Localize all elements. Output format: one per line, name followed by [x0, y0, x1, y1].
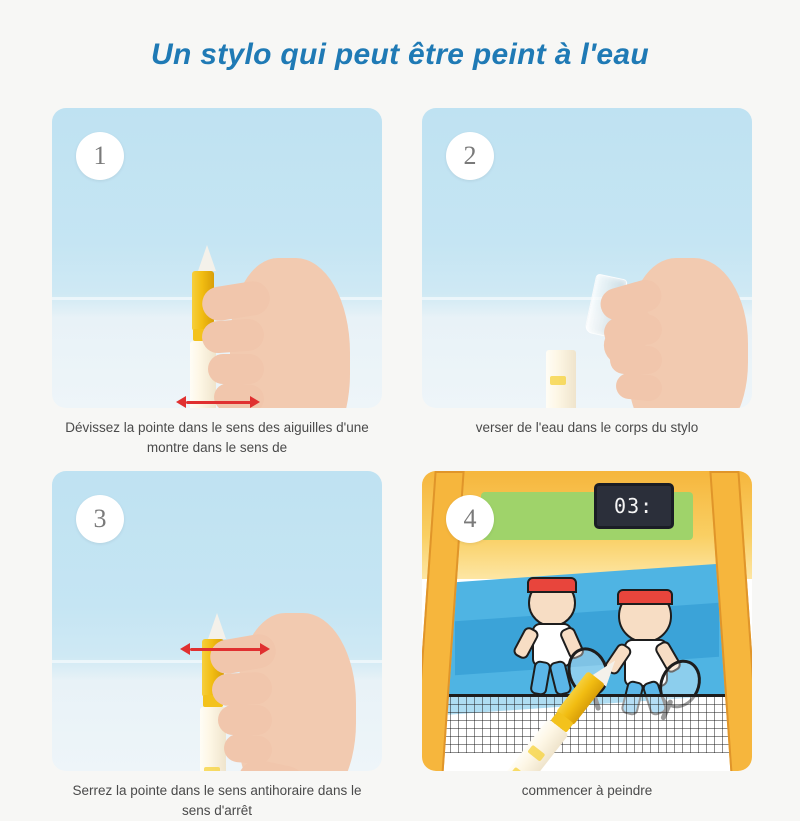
step-3-image: [52, 471, 382, 771]
step-card-4: [422, 471, 752, 821]
step-4-image: [422, 471, 752, 771]
step-number-badge: 4: [446, 495, 494, 543]
arrow-head-right: [260, 643, 270, 655]
step-card-2: [422, 108, 752, 459]
step-2-caption: verser de l'eau dans le corps du stylo: [427, 418, 747, 456]
kid-headband: [617, 589, 673, 605]
arrow-group-3: [180, 642, 280, 658]
step-1-image: [52, 108, 382, 408]
scoreboard: 03:: [594, 483, 674, 529]
little-finger: [615, 372, 663, 403]
step-card-1: [52, 108, 382, 459]
pen-decor: [527, 744, 545, 761]
arrow-head-right: [250, 396, 260, 408]
pen-tip-icon: [208, 613, 226, 639]
arrow-head-left: [176, 396, 186, 408]
step-2-image: [422, 108, 752, 408]
ring-finger: [208, 354, 264, 384]
step-1-caption: Dévissez la pointe dans le sens des aiguilles d'une montre dans le sens de: [57, 418, 377, 459]
arrow-shaft: [190, 648, 262, 651]
rotation-arrow-1: [176, 395, 264, 408]
step-number-badge: 2: [446, 132, 494, 180]
step-3-caption: Serrez la pointe dans le sens antihoraire dans le sens d'arrêt: [57, 781, 377, 821]
step-number-badge: 1: [76, 132, 124, 180]
pen-decor: [204, 767, 220, 771]
little-finger: [223, 732, 273, 764]
pen-barrel-2: [546, 350, 576, 408]
arrow-head-left: [180, 643, 190, 655]
arrow-shaft: [186, 401, 252, 404]
step-card-3: [52, 471, 382, 821]
middle-finger: [201, 318, 265, 354]
step-number-badge: 3: [76, 495, 124, 543]
page-title: Un stylo qui peut être peint à l'eau: [0, 0, 800, 72]
pen-tip-icon: [198, 245, 216, 271]
middle-finger: [211, 671, 273, 706]
ring-finger: [218, 705, 272, 735]
steps-grid: [52, 108, 752, 821]
pen-decor: [550, 376, 566, 385]
pen-decor: [510, 766, 528, 770]
kid-headband: [527, 577, 577, 593]
step-4-caption: commencer à peindre: [427, 781, 747, 819]
